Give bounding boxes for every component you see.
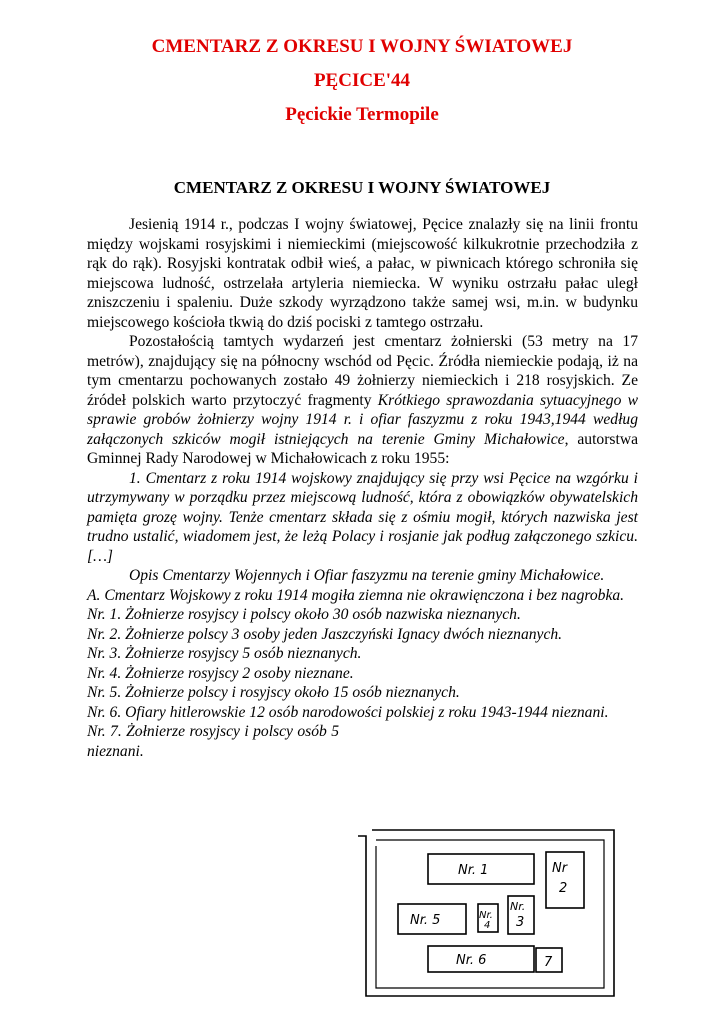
document-subtitle: PĘCICE'44 xyxy=(313,70,411,91)
label-nr5: Nr. 5 xyxy=(410,913,441,928)
document-tagline: Pęcickie Termopile xyxy=(285,104,439,125)
label-nr3: Nr. xyxy=(510,900,526,913)
grave-entry-7: Nr. 7. Żołnierze rosyjscy i polscy osób 5 nieznani. xyxy=(87,723,339,760)
report-title: Krótkiego sprawozdania sytuacyjnego w sprawie grobów żołnierzy wojny 1914 r. i ofiar faszyzmu z roku 1943,1944 według załączonych szkiców mogił istniejących na terenie Gminy Michałowice xyxy=(87,391,638,448)
grave-entry: Nr. 1. Żołnierze rosyjscy i polscy około 30 osób nazwiska nieznanych. xyxy=(87,606,521,623)
grave-entry: Nr. 5. Żołnierze polscy i rosyjscy około 15 osób nieznanych. xyxy=(87,684,460,701)
grave-entry: Nr. 4. Żołnierze rosyjscy 2 osoby nieznane. xyxy=(87,664,354,682)
body-text xyxy=(87,215,638,761)
label-nr2-number: 2 xyxy=(559,881,568,896)
paragraph-cemetery xyxy=(87,332,638,469)
paragraph-cemetery-end: , autorstwa Gminnej Rady Narodowej w Michałowicach z roku 1955: xyxy=(87,430,639,467)
label-nr7: 7 xyxy=(544,955,553,970)
grave-entry: Nr. 2. Żołnierze polscy 3 osoby jeden Jaszczyński Ignacy dwóch nieznanych. xyxy=(87,625,563,643)
document-title: CMENTARZ Z OKRESU I WOJNY ŚWIATOWEJ xyxy=(151,36,573,57)
section-heading: CMENTARZ Z OKRESU I WOJNY ŚWIATOWEJ xyxy=(173,178,551,197)
label-nr6: Nr. 6 xyxy=(456,953,487,968)
paragraph-history: Jesienią 1914 r., podczas I wojny światowej, Pęcice znalazły się na linii frontu między wojskami rosyjskimi i niemieckimi (miejscowość kilkukrotnie przechodziła z rąk do rąk). Rosyjski kontratak odbił wieś, a pałac, w piwnicach którego schroniła się miejscowa ludność, ostrzelała artyleria niemiecka. W wyniku ostrzału pałac uległ zniszczeniu i spaleniu. Duże szkody wyrządzono także samej wsi, m.in. w budynku miejscowego kościoła tkwią do dziś pociski z tamtego ostrzału. xyxy=(87,216,638,331)
label-nr3-number: 3 xyxy=(516,915,525,930)
grave-entry: Nr. 3. Żołnierze rosyjscy 5 osób nieznanych. xyxy=(87,645,362,662)
cemetery-sketch xyxy=(352,818,624,1002)
section-a: A. Cmentarz Wojskowy z roku 1914 mogiła ziemna nie okrawięnczona i bez nagrobka. xyxy=(87,586,625,604)
report-quote: 1. Cmentarz z roku 1914 wojskowy znajdujący się przy wsi Pęcice na wzgórku i utrzymywany w porządku przez miejscową ludność, która z obowiązków obywatelskich pamięta grozę wojny. Tenże cmentarz składa się z ośmiu mogił, których nazwiska jest trudno ustalić, wiadomem jest, że leżą Polacy i rosjanie jak podług załączonego szkicu. […] xyxy=(87,469,638,565)
report-description: Opis Cmentarzy Wojennych i Ofiar faszyzmu na terenie gminy Michałowice. xyxy=(129,567,605,584)
paragraph-cemetery-start: Pozostałością tamtych wydarzeń jest cmentarz żołnierski (53 metry na 17 metrów), znajdujący się na północny wschód od Pęcic. Źródła niemieckie podają, iż na tym cmentarzu pochowanych zostało 49 żołnierzy niemieckich i 218 rosyjskich. Ze źródeł polskich warto przytoczyć fragmenty xyxy=(87,333,638,409)
grave-entry: Nr. 6. Ofiary hitlerowskie 12 osób narodowości polskiej z roku 1943-1944 nieznani. xyxy=(87,703,609,721)
label-nr4-number: 4 xyxy=(484,920,491,931)
sketch-drawing xyxy=(352,818,624,1002)
label-nr2: Nr xyxy=(552,861,568,876)
label-nr4: Nr. xyxy=(479,910,493,921)
label-nr1: Nr. 1 xyxy=(458,863,489,878)
